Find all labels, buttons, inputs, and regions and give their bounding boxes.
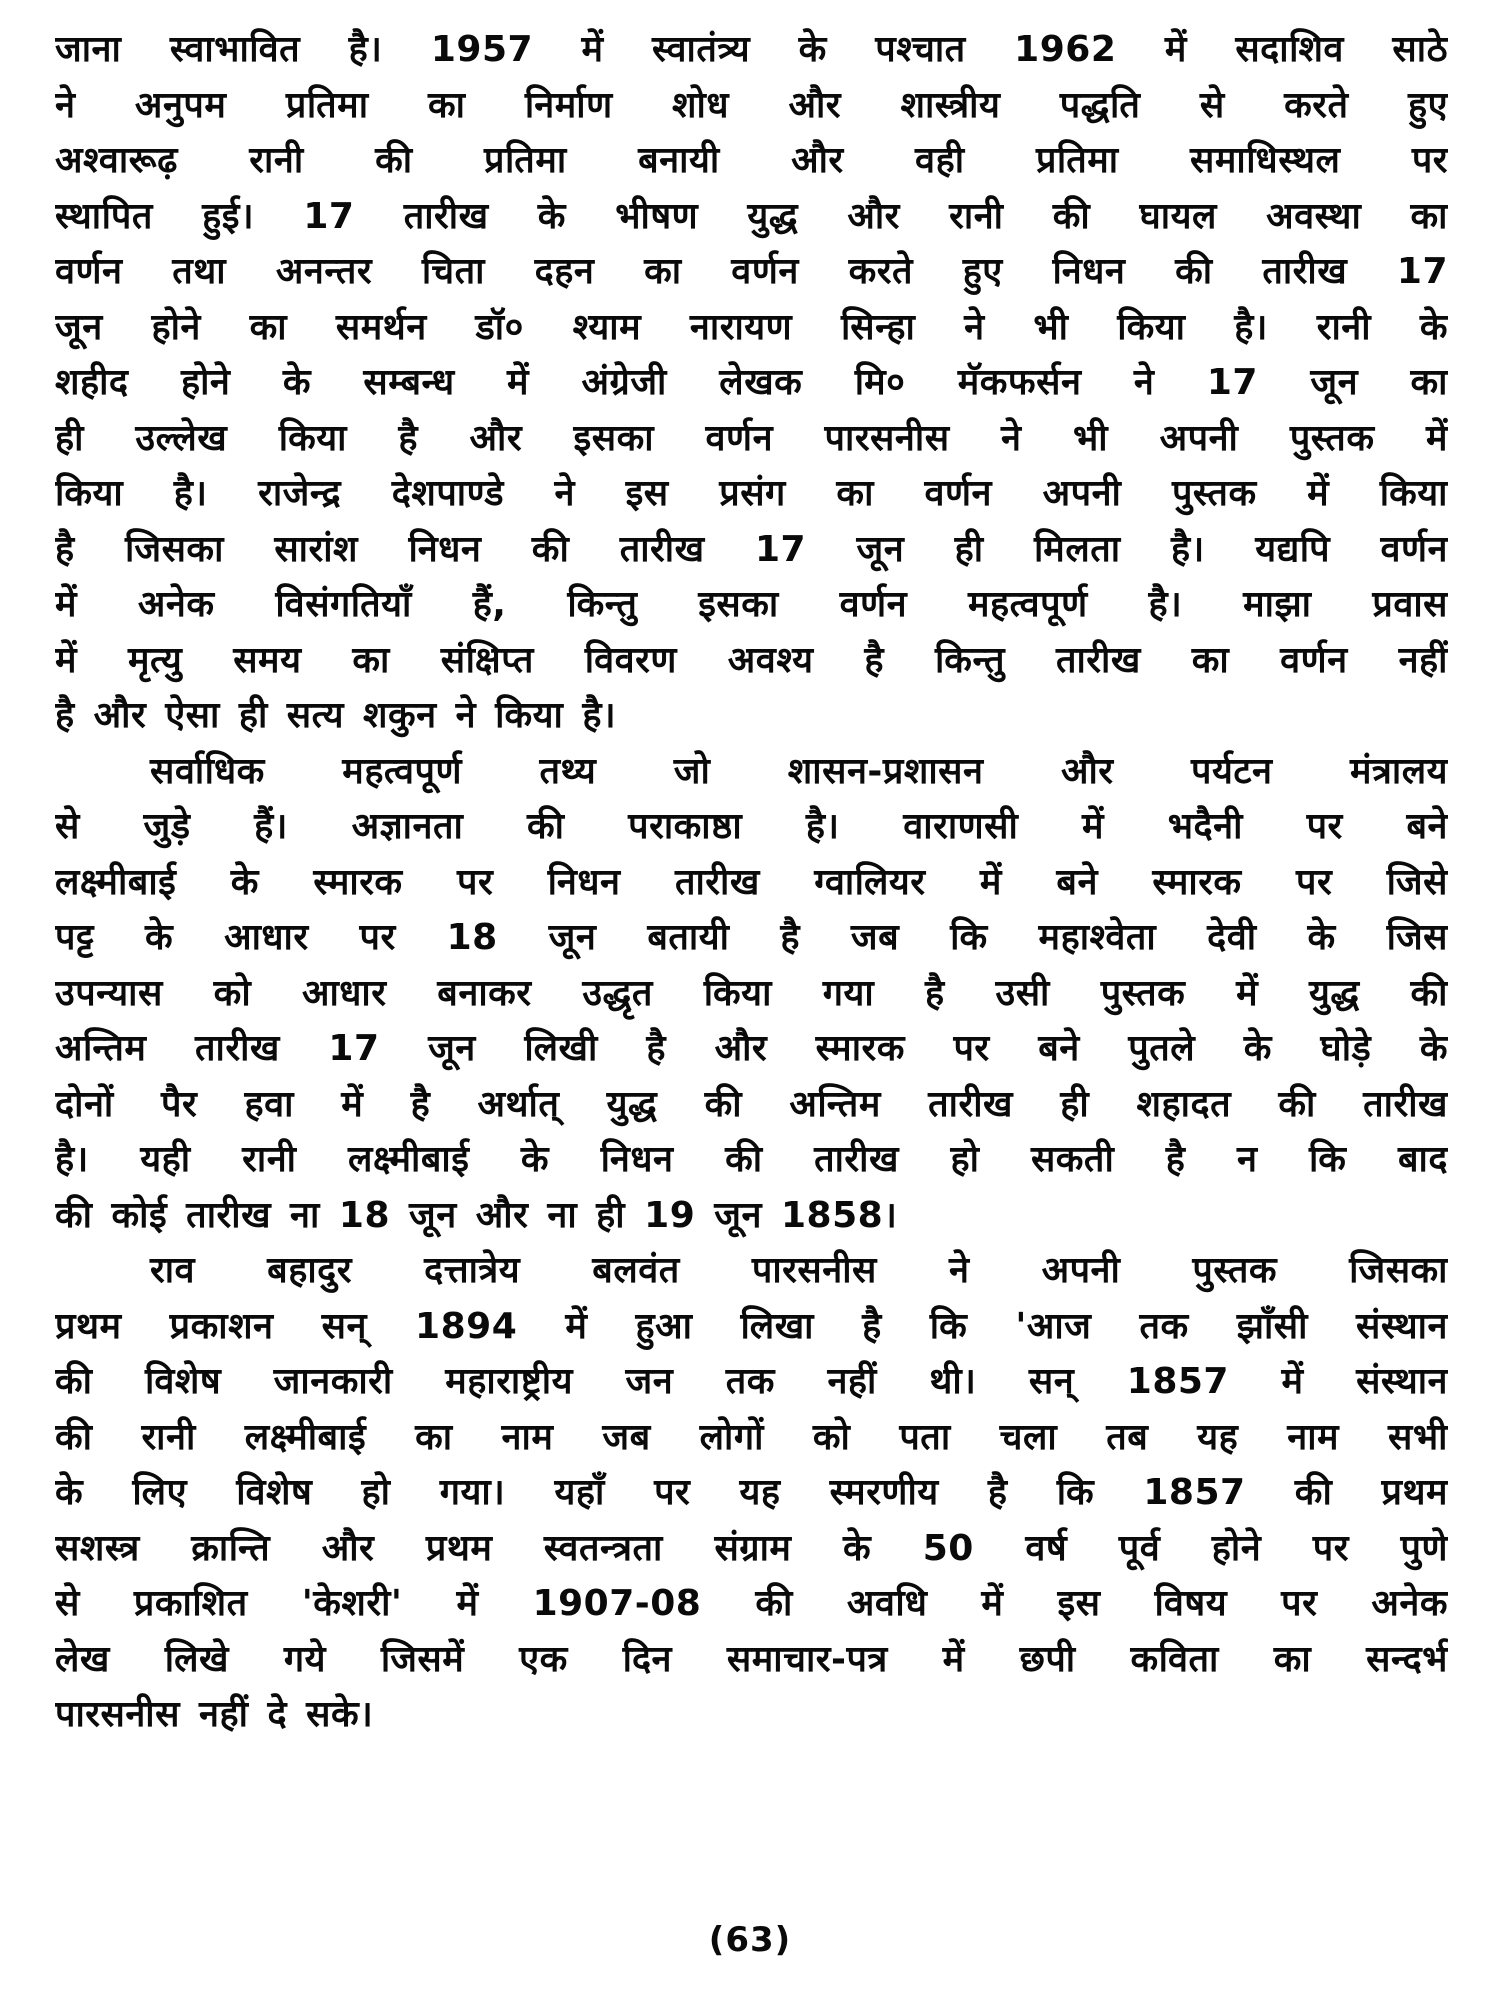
text-line: दोनों पैर हवा में है अर्थात् युद्ध की अन्तिम तारीख ही शहादत की तारीख <box>55 1083 1448 1125</box>
text-line: सर्वाधिक महत्वपूर्ण तथ्य जो शासन-प्रशासन और पर्यटन मंत्रालय <box>150 750 1448 792</box>
text-line: लेख लिखे गये जिसमें एक दिन समाचार-पत्र में छपी कविता का सन्दर्भ <box>55 1638 1448 1680</box>
page-number: (63) <box>708 1920 792 1960</box>
text-line: जाना स्वाभावित है। 1957 में स्वातंत्र्य के पश्चात 1962 में सदाशिव साठे <box>55 29 1448 70</box>
text-line: में अनेक विसंगतियाँ हैं, किन्तु इसका वर्णन महत्वपूर्ण है। माझा प्रवास <box>55 584 1448 625</box>
paragraph-3 <box>55 1243 1448 1743</box>
document-body <box>55 22 1448 1743</box>
text-line: अन्तिम तारीख 17 जून लिखी है और स्मारक पर बने पुतले के घोड़े के <box>55 1028 1448 1069</box>
text-line: जून होने का समर्थन डॉ० श्याम नारायण सिन्हा ने भी किया है। रानी के <box>55 306 1448 348</box>
text-line: शहीद होने के सम्बन्ध में अंग्रेजी लेखक मि० मॅकफर्सन ने 17 जून का <box>55 362 1448 403</box>
text-line: स्थापित हुई। 17 तारीख के भीषण युद्ध और रानी की घायल अवस्था का <box>55 195 1448 237</box>
text-line: है और ऐसा ही सत्य शकुन ने किया है। <box>55 695 617 736</box>
text-line: राव बहादुर दत्तात्रेय बलवंत पारसनीस ने अपनी पुस्तक जिसका <box>150 1250 1448 1291</box>
text-line: पारसनीस नहीं दे सके। <box>55 1694 374 1735</box>
text-line: की रानी लक्ष्मीबाई का नाम जब लोगों को पता चला तब यह नाम सभी <box>55 1416 1448 1458</box>
text-line: है। यही रानी लक्ष्मीबाई के निधन की तारीख हो सकती है न कि बाद <box>55 1139 1448 1180</box>
text-line: से प्रकाशित 'केशरी' में 1907-08 की अवधि में इस विषय पर अनेक <box>55 1583 1448 1624</box>
text-line: लक्ष्मीबाई के स्मारक पर निधन तारीख ग्वालियर में बने स्मारक पर जिसे <box>55 861 1448 903</box>
text-line: की विशेष जानकारी महाराष्ट्रीय जन तक नहीं थी। सन् 1857 में संस्थान <box>55 1361 1448 1402</box>
text-line: किया है। राजेन्द्र देशपाण्डे ने इस प्रसंग का वर्णन अपनी पुस्तक में किया <box>55 473 1448 514</box>
text-line: के लिए विशेष हो गया। यहाँ पर यह स्मरणीय है कि 1857 की प्रथम <box>55 1472 1448 1513</box>
text-line: अश्वारूढ़ रानी की प्रतिमा बनायी और वही प्रतिमा समाधिस्थल पर <box>55 140 1448 181</box>
text-line: सशस्त्र क्रान्ति और प्रथम स्वतन्त्रता संग्राम के 50 वर्ष पूर्व होने पर पुणे <box>55 1527 1448 1569</box>
paragraph-2 <box>55 744 1448 1244</box>
text-line: ने अनुपम प्रतिमा का निर्माण शोध और शास्त्रीय पद्धति से करते हुए <box>55 84 1448 126</box>
text-line: की कोई तारीख ना 18 जून और ना ही 19 जून 1858। <box>55 1194 898 1236</box>
text-line: में मृत्यु समय का संक्षिप्त विवरण अवश्य है किन्तु तारीख का वर्णन नहीं <box>55 639 1448 681</box>
text-line: प्रथम प्रकाशन सन् 1894 में हुआ लिखा है कि 'आज तक झाँसी संस्थान <box>55 1305 1448 1347</box>
text-line: उपन्यास को आधार बनाकर उद्धृत किया गया है उसी पुस्तक में युद्ध की <box>55 972 1448 1014</box>
paragraph-1 <box>55 22 1448 744</box>
text-line: पट्ट के आधार पर 18 जून बतायी है जब कि महाश्वेता देवी के जिस <box>55 917 1448 958</box>
text-line: से जुड़े हैं। अज्ञानता की पराकाष्ठा है। वाराणसी में भदैनी पर बने <box>55 806 1448 847</box>
text-line: है जिसका सारांश निधन की तारीख 17 जून ही मिलता है। यद्यपि वर्णन <box>55 528 1448 570</box>
text-line: ही उल्लेख किया है और इसका वर्णन पारसनीस ने भी अपनी पुस्तक में <box>55 417 1448 459</box>
text-line: वर्णन तथा अनन्तर चिता दहन का वर्णन करते हुए निधन की तारीख 17 <box>55 251 1448 292</box>
